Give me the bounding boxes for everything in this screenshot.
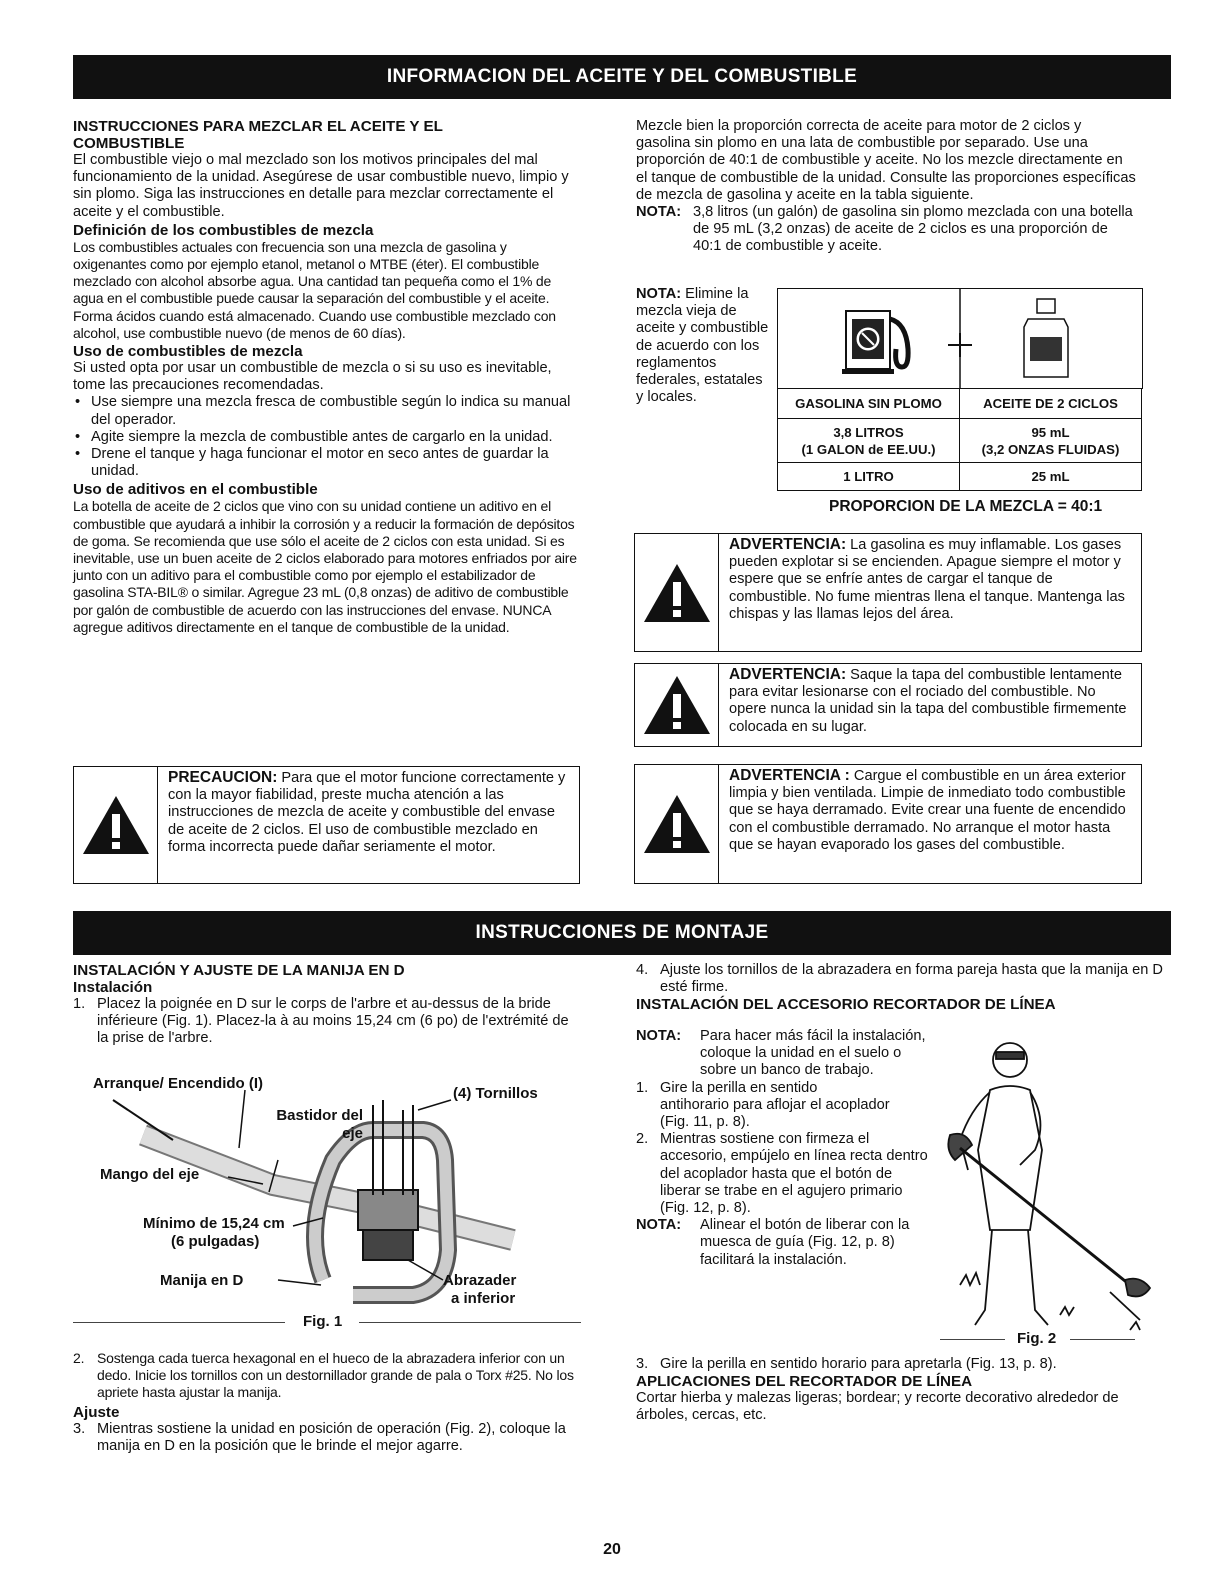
additive-heading: Uso de aditivos en el combustible — [73, 481, 318, 499]
step-text: Mientras sostiene la unidad en posición de operación (Fig. 2), coloque la manija en D en la posición que le brinde el mejor agarre. — [97, 1420, 566, 1454]
warning-label: ADVERTENCIA : — [729, 767, 850, 784]
trimmer-heading: INSTALACIÓN DEL ACCESORIO RECORTADOR DE LÍNEA — [636, 996, 1056, 1014]
step-4 — [636, 962, 1166, 996]
note-label: NOTA: — [636, 204, 682, 221]
banner-title: INSTRUCCIONES DE MONTAJE — [475, 922, 769, 943]
note-install — [636, 1028, 936, 1080]
oil-bottle-icon — [1024, 299, 1068, 377]
use-heading: Uso de combustibles de mezcla — [73, 343, 303, 361]
caution-box — [73, 766, 580, 884]
step-text: Ajuste los tornillos de la abrazadera en forma pareja hasta que la manija en D esté firme. — [660, 962, 1163, 996]
step-c — [636, 1356, 1170, 1373]
section-banner-oil-fuel — [73, 55, 1171, 99]
mix-ratio: PROPORCION DE LA MEZCLA = 40:1 — [829, 498, 1103, 515]
mixing-ratio-column — [636, 118, 1136, 256]
caution-label: PRECAUCION: — [168, 769, 278, 786]
table-header: ACEITE DE 2 CICLOS — [960, 389, 1142, 419]
figure-2 — [930, 1030, 1170, 1350]
label-arranque: Arranque/ Encendido (I) — [93, 1075, 264, 1092]
trimmer-steps — [636, 1028, 936, 1269]
note-ratio — [636, 204, 1136, 256]
caution-text — [158, 767, 579, 883]
warning-box-flammable — [634, 533, 1142, 652]
note-text: Elimine la mezcla vieja de aceite y combustible de acuerdo con los reglamentos federales, estatales y locales. — [636, 286, 769, 406]
trimmer-final — [636, 1356, 1170, 1425]
caption-rule-left — [940, 1339, 1005, 1340]
page-number: 20 — [603, 1541, 621, 1558]
note-text: Alinear el botón de liberar con la muesca de guía (Fig. 12, p. 8) facilitará la instalación. — [700, 1217, 910, 1268]
warning-text — [719, 664, 1141, 746]
fuel-pump-icon — [842, 311, 908, 374]
note-align — [636, 1217, 930, 1269]
warning-label: ADVERTENCIA: — [729, 666, 847, 683]
applications-text: Cortar hierba y malezas ligeras; bordear; y recorte decorativo alrededor de árboles, cercas, etc. — [636, 1390, 1119, 1424]
warning-triangle-icon — [635, 664, 719, 746]
additive-text: La botella de aceite de 2 ciclos que vino con su unidad contiene un aditivo en el combustible que ayudará a inhibir la corrosión y a reducir la formación de depósitos de goma. Se recomienda que use sólo el aceite de 2 ciclos con esta unidad. Si es inevitable, use un buen aceite de 2 ciclos elaborado para motores enfriados por aire junto con un aditivo para el combustible como por ejemplo el estabilizador de gasolina STA-BIL® o similar. Agregue 23 mL (0,8 onzas) de aditivo de combustible por galón de combustible de acuerdo con las instrucciones del envase. NUNCA agregue aditivos directamente en el tanque de combustible de la unidad. — [73, 498, 577, 635]
table-cell: 1 LITRO — [778, 463, 960, 491]
step-2 — [73, 1350, 579, 1402]
warning-triangle-icon — [635, 534, 719, 651]
label-abrazadera-b: a inferior — [451, 1290, 516, 1307]
step-3 — [73, 1421, 579, 1455]
note-label: NOTA: — [636, 286, 682, 302]
cell-line: 95 mL — [1031, 424, 1070, 440]
step-number: 4. — [636, 962, 649, 978]
caption-rule-left — [73, 1322, 285, 1323]
note-label: NOTA: — [636, 1217, 682, 1234]
step-number: 3. — [636, 1356, 649, 1372]
step-number: 1. — [73, 996, 86, 1012]
label-tornillos: (4) Tornillos — [453, 1085, 538, 1102]
section-banner-assembly — [73, 911, 1171, 955]
list-item: • Drene el tanque y haga funcionar el motor en seco antes de guardar la unidad. — [73, 446, 579, 480]
label-minimo-a: Mínimo de 15,24 cm — [143, 1215, 285, 1232]
d-handle-heading: INSTALACIÓN Y AJUSTE DE LA MANIJA EN D — [73, 962, 405, 979]
note-text: 3,8 litros (un galón) de gasolina sin plomo mezclada con una botella de 95 mL (3,2 onzas) de aceite de 2 ciclos es una proporción de 40:1 de combustible y aceite. — [693, 204, 1133, 255]
warning-triangle-icon — [74, 767, 158, 883]
step-number: 3. — [73, 1420, 86, 1437]
warning-body: Cargue el combustible en un área exterior limpia y bien ventilada. Limpie de inmediato todo combustible que se haya derramado. Evite crear una fuente de encendido con el combustible derramado. No arranque el motor hasta que se hayan evaporado los gases del combustible. — [729, 768, 1126, 853]
use-text: Si usted opta por usar un combustible de mezcla o si su uso es inevitable, tome las precauciones recomendadas. — [73, 360, 552, 394]
note-label: NOTA: — [636, 1028, 682, 1044]
cell-line: (3,2 ONZAS FLUIDAS) — [981, 441, 1120, 457]
label-abrazadera-a: Abrazader — [443, 1272, 517, 1289]
applications-heading: APLICACIONES DEL RECORTADOR DE LÍNEA — [636, 1373, 973, 1391]
warning-body: Saque la tapa del combustible lentamente para evitar lesionarse con el rociado del combustible. No opere nunca la unidad sin la tapa del combustible firmemente colocada en su lugar. — [729, 667, 1127, 735]
ratio-intro: Mezcle bien la proporción correcta de aceite para motor de 2 ciclos y gasolina sin plomo en una lata de combustible por separado. Use una proporción de 40:1 de combustible y aceite. No los mezcle directamente en el tanque de combustible de la unidad. Consulte las proporciones específicas de mezcla de gasolina y aceite en la tabla siguiente. — [636, 118, 1136, 203]
adjustment-subheading: Ajuste — [73, 1403, 120, 1421]
fig2-caption: Fig. 2 — [1017, 1330, 1057, 1347]
step-text: Gire la perilla en sentido horario para apretarla (Fig. 13, p. 8). — [660, 1356, 1057, 1372]
warning-text — [719, 534, 1141, 651]
label-bastidor: Bastidor del eje — [276, 1107, 363, 1142]
installation-subheading: Instalación — [73, 979, 153, 996]
step-1 — [73, 996, 579, 1048]
note-disposal — [636, 286, 771, 406]
warning-box-fueling — [634, 764, 1142, 884]
mixing-heading: INSTRUCCIONES PARA MEZCLAR EL ACEITE Y EL COMBUSTIBLE — [73, 118, 443, 152]
note-text: Para hacer más fácil la instalación, coloque la unidad en el suelo o sobre un banco de trabajo. — [700, 1028, 926, 1079]
warning-text — [719, 765, 1141, 883]
caution-body: Para que el motor funcione correctamente y con la mayor fiabilidad, preste mucha atención a las instrucciones de mezcla de aceite y combustible del envase de aceite de 2 ciclos. El uso de combustible mezclado en forma incorrecta puede dañar seriamente el motor. — [168, 770, 566, 855]
label-mango: Mango del eje — [100, 1166, 200, 1183]
step-text: Placez la poignée en D sur le corps de l'arbre et au-dessus de la bride inférieure (Fig. 1). Placez-la à au moins 15,24 cm (6 po) de l'extrémité de la prise de l'arbre. — [97, 996, 569, 1047]
d-handle-steps-2-3 — [73, 1350, 579, 1455]
trimmer-attachment-column — [636, 962, 1166, 1013]
banner-title: INFORMACION DEL ACEITE Y DEL COMBUSTIBLE — [386, 66, 858, 87]
step-number: 1. — [636, 1079, 649, 1096]
warning-triangle-icon — [635, 765, 719, 883]
plus-icon — [948, 333, 972, 357]
list-item: • Agite siempre la mezcla de combustible antes de cargarlo en la unidad. — [73, 429, 579, 446]
label-minimo-b: (6 pulgadas) — [171, 1233, 260, 1250]
table-header: GASOLINA SIN PLOMO — [778, 389, 960, 419]
cell-line: (1 GALON de EE.UU.) — [801, 441, 936, 457]
cell-line: 3,8 LITROS — [833, 424, 904, 440]
table-cell: 25 mL — [960, 463, 1142, 491]
warning-body: La gasolina es muy inflamable. Los gases pueden explotar si se encienden. Apague siempre el motor y espere que se enfríe antes de cargar el tanque de combustible. No fume mientras llena el tanque. Mantenga las chispas y las llamas lejos del área. — [729, 537, 1125, 622]
fig1-caption: Fig. 1 — [303, 1313, 343, 1330]
table-cell — [778, 419, 960, 463]
step-b — [636, 1131, 935, 1217]
definition-text: Los combustibles actuales con frecuencia son una mezcla de gasolina y oxigenantes como por ejemplo etanol, metanol o MTBE (éter). El combustible mezclado con alcohol absorbe agua. Una cantidad tan pequeña como el 1% de agua en el combustible puede causar la separación del combustible y el aceite. Forma ácidos cuando está almacenado. Cuando use combustible mezclado con alcohol, use combustible nuevo (de menos de 60 días). — [73, 238, 556, 341]
mixing-illustration — [777, 288, 1143, 389]
step-a — [636, 1080, 890, 1132]
mixing-instructions-column — [73, 118, 579, 636]
label-manija: Manija en D — [160, 1272, 244, 1289]
operator-illustration — [948, 1043, 1150, 1330]
step-text: Sostenga cada tuerca hexagonal en el hueco de la abrazadera inferior con un dedo. Inicie los tornillos con un destornillador grande de pala o Torx #25. No los apriete hasta ajustar la manija. — [97, 1350, 574, 1401]
step-number: 2. — [73, 1350, 85, 1366]
warning-box-cap — [634, 663, 1142, 747]
step-number: 2. — [636, 1131, 649, 1148]
list-item: • Use siempre una mezcla fresca de combustible según lo indica su manual del operador. — [73, 394, 579, 428]
d-handle-column — [73, 962, 579, 1048]
fuel-oil-mix-table — [777, 388, 1142, 491]
warning-label: ADVERTENCIA: — [729, 536, 847, 553]
step-text: Gire la perilla en sentido antihorario para aflojar el acoplador (Fig. 11, p. 8). — [660, 1079, 890, 1131]
table-cell — [960, 419, 1142, 463]
caption-rule-right — [359, 1322, 581, 1323]
definition-heading: Definición de los combustibles de mezcla — [73, 221, 374, 239]
mixing-intro: El combustible viejo o mal mezclado son los motivos principales del mal funcionamiento de la unidad. Asegúrese de usar combustible nuevo, limpio y sin plomo. Siga las instrucciones en detalle para mezclar correctamente el aceite y el combustible. — [73, 152, 569, 220]
figure-1 — [73, 1075, 583, 1340]
step-text: Mientras sostiene con firmeza el accesorio, empújelo en línea recta dentro del acoplador hasta que el botón de liberar se trabe en el agujero primario (Fig. 12, p. 8). — [660, 1131, 928, 1217]
caption-rule-right — [1070, 1339, 1135, 1340]
use-bullets — [73, 394, 579, 480]
